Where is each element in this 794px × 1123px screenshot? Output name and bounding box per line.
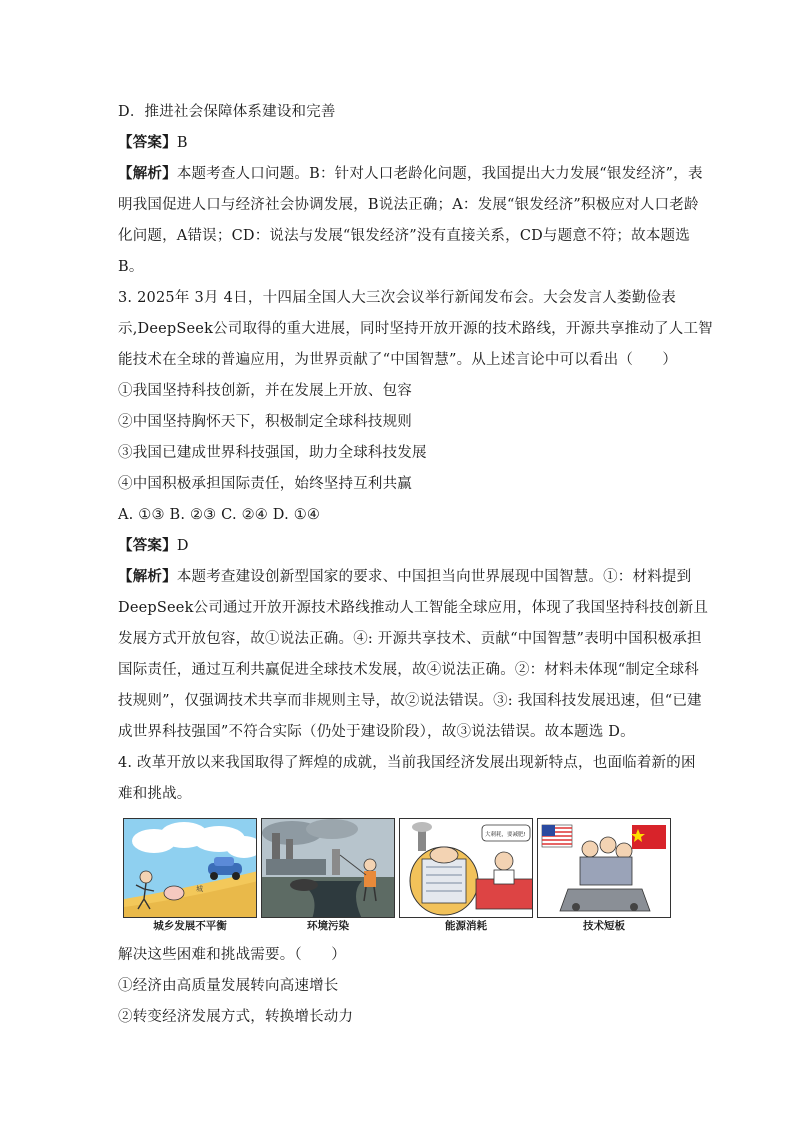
caption-energy: 能源消耗 bbox=[445, 920, 487, 932]
caption-urban-rural: 城乡发展不平衡 bbox=[153, 920, 227, 932]
cartoon-technology bbox=[537, 818, 671, 918]
analysis-line bbox=[118, 567, 692, 587]
statement-2: ②中国坚持胸怀天下，积极制定全球科技规则 bbox=[118, 414, 412, 430]
answer-line-q2 bbox=[118, 133, 188, 153]
answer-label: 【答案】 bbox=[118, 135, 177, 151]
cartoon-pollution bbox=[261, 818, 395, 918]
answer-value: D bbox=[176, 538, 189, 554]
question-3-stem: 3. 2025年 3月 4日，十四届全国人大三次会议举行新闻发布会。大会发言人娄勤俭表 bbox=[118, 290, 676, 306]
cartoon-urban-rural bbox=[123, 818, 257, 918]
question-4-stem: 难和挑战。 bbox=[118, 786, 192, 802]
energy-illustration bbox=[400, 819, 533, 918]
caption-technology: 技术短板 bbox=[583, 920, 625, 932]
answer-value: B bbox=[176, 135, 188, 151]
analysis-text: 本题考查人口问题。B：针对人口老龄化问题，我国提出大力发展“银发经济”，表 bbox=[176, 166, 703, 182]
analysis-line: B。 bbox=[118, 259, 144, 275]
pollution-illustration bbox=[262, 819, 395, 918]
cartoon-strip bbox=[123, 818, 671, 918]
statement-3: ③我国已建成世界科技强国，助力全球科技发展 bbox=[118, 445, 427, 461]
analysis-label: 【解析】 bbox=[118, 569, 177, 585]
analysis-line: 成世界科技强国”不符合实际（仍处于建设阶段），故③说法错误。故本题选 D。 bbox=[118, 724, 635, 740]
analysis-line bbox=[118, 164, 703, 184]
analysis-line: 国际责任，通过互利共赢促进全球技术发展，故④说法正确。②：材料未体现“制定全球科 bbox=[118, 662, 699, 678]
statement-4: ④中国积极承担国际责任，始终坚持互利共赢 bbox=[118, 476, 412, 492]
analysis-line: 化问题，A错误；CD：说法与发展“银发经济”没有直接关系，CD与题意不符；故本题选 bbox=[118, 228, 690, 244]
urban-rural-illustration bbox=[124, 819, 257, 918]
question-3-stem: 能技术在全球的普遍应用，为世界贡献了“中国智慧”。从上述言论中可以看出（ ） bbox=[118, 352, 678, 368]
question-4-stem: 4. 改革开放以来我国取得了辉煌的成就，当前我国经济发展出现新特点，也面临着新的困 bbox=[118, 755, 696, 771]
statement-1: ①我国坚持科技创新，并在发展上开放、包容 bbox=[118, 383, 412, 399]
answer-options: A. ①③ B. ②③ C. ②④ D. ①④ bbox=[118, 507, 321, 523]
speech-bubble-text: 大刺耗，要减肥! bbox=[485, 832, 526, 838]
question-4-prompt: 解决这些困难和挑战需要。（ ） bbox=[118, 947, 346, 963]
q4-statement-2: ②转变经济发展方式，转换增长动力 bbox=[118, 1009, 354, 1025]
answer-label: 【答案】 bbox=[118, 538, 177, 554]
q4-statement-1: ①经济由高质量发展转向高速增长 bbox=[118, 978, 339, 994]
city-sign-label: 城 bbox=[196, 885, 203, 893]
analysis-line: DeepSeek公司通过开放开源技术路线推动人工智能全球应用，体现了我国坚持科技创新且 bbox=[118, 600, 709, 616]
analysis-line: 发展方式开放包容，故①说法正确。④: 开源共享技术、贡献“中国智慧”表明中国积极承担 bbox=[118, 631, 702, 647]
analysis-line: 技规则”，仅强调技术共享而非规则主导，故②说法错误。③: 我国科技发展迅速，但“已建 bbox=[118, 693, 702, 709]
answer-line-q3 bbox=[118, 536, 189, 556]
analysis-line: 明我国促进人口与经济社会协调发展，B说法正确；A：发展“银发经济”积极应对人口老龄 bbox=[118, 197, 699, 213]
question-3-stem: 示,DeepSeek公司取得的重大进展，同时坚持开放开源的技术路线，开源共享推动了人工智 bbox=[118, 321, 713, 337]
analysis-label: 【解析】 bbox=[118, 166, 177, 182]
technology-illustration bbox=[538, 819, 671, 918]
option-d-text: D．推进社会保障体系建设和完善 bbox=[118, 104, 336, 120]
cartoon-energy bbox=[399, 818, 533, 918]
caption-pollution: 环境污染 bbox=[307, 920, 349, 932]
analysis-text: 本题考查建设创新型国家的要求、中国担当向世界展现中国智慧。①：材料提到 bbox=[176, 569, 692, 585]
